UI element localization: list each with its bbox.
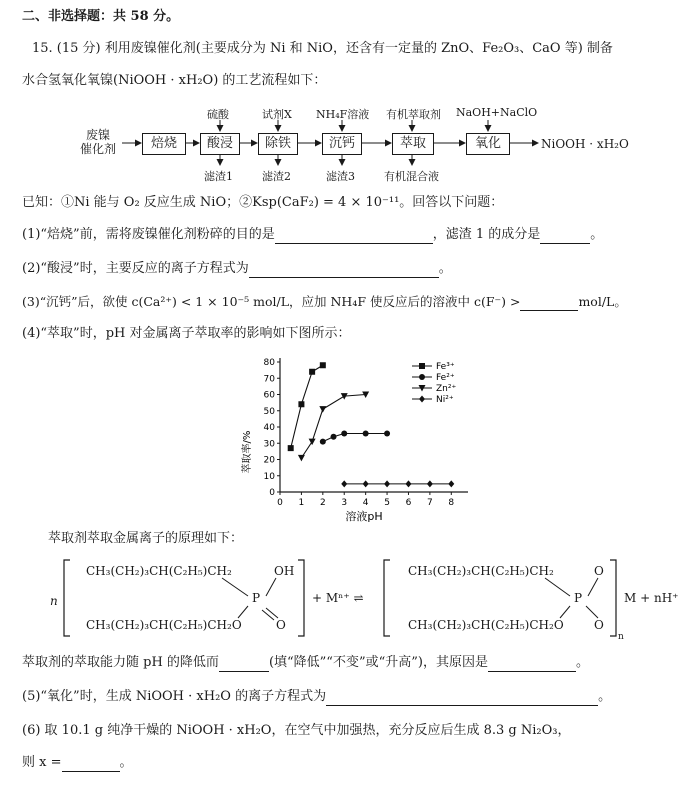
x-tick-label: 1 xyxy=(298,498,305,508)
eq-products: M + nH⁺ xyxy=(624,591,679,605)
step-oxidation-box: 氧化 xyxy=(466,133,510,155)
data-point-series-0 xyxy=(320,362,326,368)
q2-text: (2)“酸浸”时，主要反应的离子方程式为 xyxy=(22,261,249,276)
q5-answer-blank[interactable] xyxy=(326,691,598,706)
q5-text: (5)“氧化”时，生成 NiOOH · xH₂O 的离子方程式为 xyxy=(22,689,327,704)
q1-text-b: ，滤渣 1 的成分是 xyxy=(432,227,541,242)
y-tick-label: 60 xyxy=(263,390,275,401)
data-point-series-3 xyxy=(427,480,433,487)
series-line-0 xyxy=(291,365,323,448)
x-tick-label: 4 xyxy=(362,498,369,508)
y-tick-label: 0 xyxy=(269,488,275,498)
question-3 xyxy=(22,293,627,311)
data-point-series-3 xyxy=(384,480,390,487)
q3-answer-blank[interactable] xyxy=(520,296,578,311)
y-tick-label: 40 xyxy=(263,423,275,433)
y-tick-label: 20 xyxy=(263,455,275,466)
chart-legend xyxy=(412,362,456,405)
legend-label: Fe³⁺ xyxy=(436,362,455,372)
data-point-series-1 xyxy=(331,434,337,440)
flow-start-line2: 催化剂 xyxy=(80,142,117,156)
data-point-series-1 xyxy=(341,431,347,437)
eq-left-oh: OH xyxy=(274,564,295,578)
x-tick-label: 6 xyxy=(405,498,412,508)
data-point-series-2 xyxy=(319,406,326,413)
question-5: (5)“氧化”时，生成 NiOOH · xH₂O 的离子方程式为 。 xyxy=(22,689,612,704)
section-title: 二、非选择题：共 58 分。 xyxy=(22,9,180,24)
flow-start-line1: 废镍 xyxy=(86,128,111,142)
reagent-x: 试剂X xyxy=(262,108,292,121)
q6-answer-blank[interactable] xyxy=(62,757,120,772)
reagent-sulfuric-acid: 硫酸 xyxy=(207,108,229,121)
question-2: (2)“酸浸”时，主要反应的离子方程式为 。 xyxy=(22,261,452,276)
legend-marker xyxy=(419,374,425,380)
y-tick-label: 70 xyxy=(263,374,275,385)
q3-text-a: (3)“沉钙”后，欲使 c(Ca²⁺) < 1 × 10⁻⁵ mol/L，应加 NH₄F 使反应后的溶液中 c(F⁻) > xyxy=(22,294,521,309)
question-6-line1: (6) 取 10.1 g 纯净干燥的 NiOOH · xH₂O，在空气中加强热，充分反应后生成 8.3 g Ni₂O₃， xyxy=(22,723,571,738)
residue-2: 滤渣2 xyxy=(262,170,291,183)
eq-subscript-n: n xyxy=(618,632,624,642)
data-point-series-2 xyxy=(298,455,305,462)
eq-left-p: P xyxy=(252,591,261,605)
x-tick-label: 7 xyxy=(427,498,433,508)
data-point-series-3 xyxy=(448,480,454,487)
eq-left-top-chain: CH₃(CH₂)₃CH(C₂H₅)CH₂ xyxy=(86,564,232,578)
q3-text-b: mol/L。 xyxy=(578,294,627,309)
x-tick-label: 3 xyxy=(341,498,348,508)
flow-product: NiOOH · xH₂O xyxy=(541,137,629,151)
legend-marker xyxy=(419,363,425,369)
step-calcium-precip-box: 沉钙 xyxy=(322,133,362,155)
x-axis-label: 溶液pH xyxy=(345,510,383,523)
step-extraction-box: 萃取 xyxy=(392,133,434,155)
step-iron-removal-box: 除铁 xyxy=(258,133,298,155)
question-4: (4)“萃取”时，pH 对金属离子萃取率的影响如下图所示： xyxy=(22,326,351,341)
q1-answer-blank-1[interactable] xyxy=(275,229,433,244)
eq-plus-ion: + Mⁿ⁺ ⇌ xyxy=(312,591,364,605)
organic-mixture: 有机混合液 xyxy=(384,170,439,183)
q4b-answer-blank-2[interactable] xyxy=(488,657,576,672)
reagent-nh4f: NH₄F溶液 xyxy=(316,108,370,121)
question-4-followup: 萃取剂的萃取能力随 pH 的降低而 (填“降低”“不变”或“升高”)，其原因是 。 xyxy=(22,655,589,670)
eq-right-o-bottom: O xyxy=(594,618,604,632)
eq-right-p: P xyxy=(574,591,583,605)
data-point-series-3 xyxy=(363,480,369,487)
reagent-organic-extractant: 有机萃取剂 xyxy=(386,108,441,121)
residue-1: 滤渣1 xyxy=(204,170,233,183)
question-6-line2: 则 x = 。 xyxy=(22,755,133,770)
q4b-answer-blank-1[interactable] xyxy=(219,657,269,672)
q4b-text-b: (填“降低”“不变”或“升高”)，其原因是 xyxy=(268,655,488,670)
data-point-series-1 xyxy=(384,431,390,437)
data-point-series-0 xyxy=(309,369,315,375)
q1-text-a: (1)“焙烧”前，需将废镍催化剂粉碎的目的是 xyxy=(22,227,275,242)
q4b-text-a: 萃取剂的萃取能力随 pH 的降低而 xyxy=(22,655,219,670)
chart-series xyxy=(288,362,455,487)
known-info: 已知：①Ni 能与 O₂ 反应生成 NiO；②Ksp(CaF₂) = 4 × 10⁻¹¹。回答以下问题： xyxy=(22,195,504,210)
data-point-series-2 xyxy=(309,439,316,446)
q15-intro-line1: 15. (15 分) 利用废镍催化剂(主要成分为 Ni 和 NiO，还含有一定量的 ZnO、Fe₂O₃、CaO 等) 制备 xyxy=(32,41,613,56)
x-tick-label: 0 xyxy=(277,498,283,508)
data-point-series-1 xyxy=(320,439,326,445)
step-acid-leach-box: 酸浸 xyxy=(200,133,240,155)
y-tick-label: 10 xyxy=(263,471,275,482)
q2-answer-blank[interactable] xyxy=(249,263,439,278)
legend-label: Fe²⁺ xyxy=(436,373,455,383)
data-point-series-3 xyxy=(405,480,411,487)
q6-text-b: 则 x = xyxy=(22,755,62,770)
legend-label: Ni²⁺ xyxy=(436,395,454,405)
legend-marker xyxy=(419,396,425,403)
extraction-rate-chart xyxy=(236,352,496,528)
eq-right-o-top: O xyxy=(594,564,604,578)
eq-left-bottom-chain: CH₃(CH₂)₃CH(C₂H₅)CH₂O xyxy=(86,618,242,632)
extraction-principle: 萃取剂萃取金属离子的原理如下： xyxy=(48,531,244,546)
y-tick-label: 50 xyxy=(263,406,275,417)
y-tick-label: 80 xyxy=(263,358,275,368)
q15-intro-line2: 水合氢氧化氧镍(NiOOH · xH₂O) 的工艺流程如下： xyxy=(22,73,327,88)
q1-answer-blank-2[interactable] xyxy=(540,229,590,244)
reagent-naoh-naclo: NaOH+NaClO xyxy=(456,106,538,119)
data-point-series-0 xyxy=(298,401,304,407)
x-tick-label: 2 xyxy=(319,498,326,508)
question-1: (1)“焙烧”前，需将废镍催化剂粉碎的目的是 ，滤渣 1 的成分是 。 xyxy=(22,227,604,242)
step-roast-box: 焙烧 xyxy=(142,133,186,155)
y-axis-label: 萃取率/% xyxy=(242,430,253,474)
data-point-series-1 xyxy=(363,431,369,437)
y-tick-label: 30 xyxy=(263,439,275,450)
eq-left-o: O xyxy=(276,618,286,632)
legend-label: Zn²⁺ xyxy=(436,384,457,394)
residue-3: 滤渣3 xyxy=(326,170,355,183)
x-tick-label: 5 xyxy=(384,498,390,508)
x-tick-label: 8 xyxy=(448,498,455,508)
eq-right-top-chain: CH₃(CH₂)₃CH(C₂H₅)CH₂ xyxy=(408,564,554,578)
eq-right-bottom-chain: CH₃(CH₂)₃CH(C₂H₅)CH₂O xyxy=(408,618,564,632)
data-point-series-0 xyxy=(288,445,294,451)
eq-coefficient-n: n xyxy=(50,594,58,608)
data-point-series-3 xyxy=(341,480,347,487)
series-line-2 xyxy=(301,395,365,458)
